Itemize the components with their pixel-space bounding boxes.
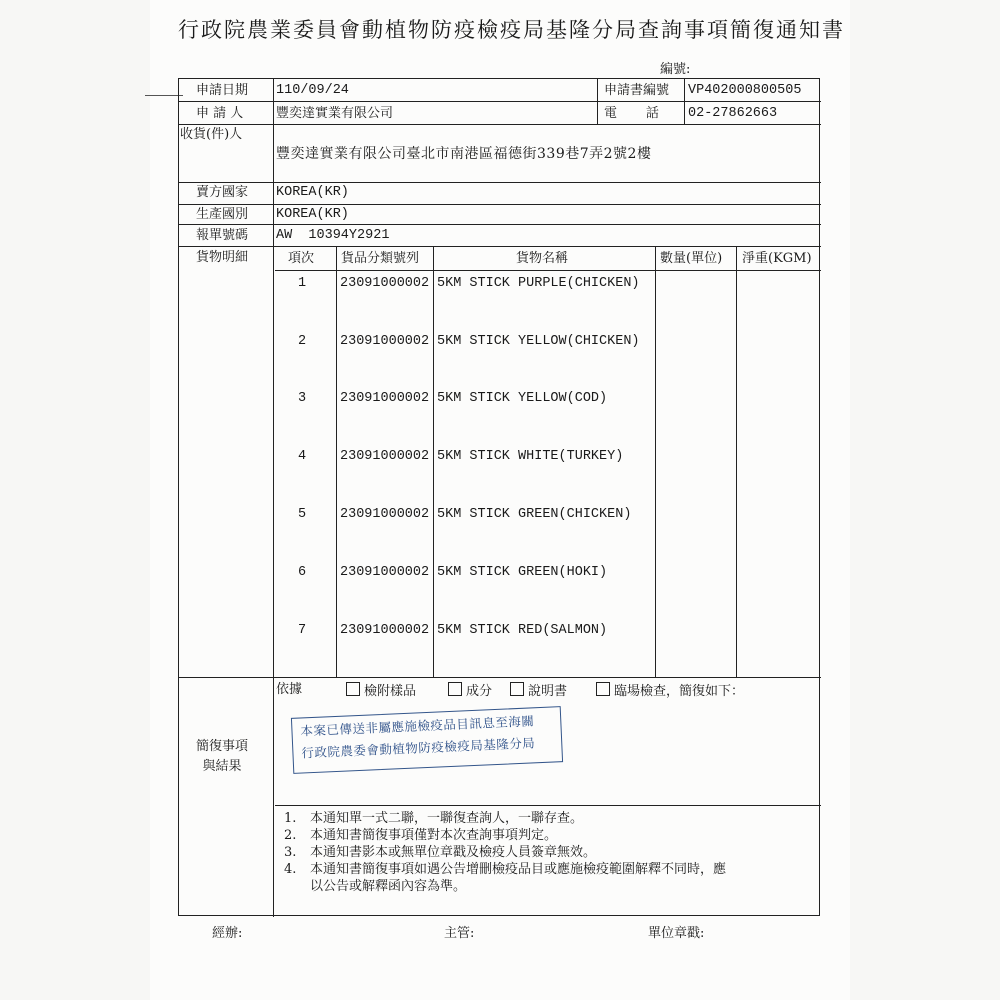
value-phone: 02-27862663 <box>688 106 778 121</box>
basis-label: 依據 <box>276 682 303 697</box>
rule <box>179 224 821 225</box>
label-declaration-no: 報單號碼 <box>196 228 249 243</box>
note-text: 本通知單一式二聯，一聯復查詢人，一聯存查。 <box>310 811 584 826</box>
note-text: 以公告或解釋函內容為準。 <box>310 879 467 894</box>
note-item <box>284 861 726 878</box>
rule <box>433 246 434 677</box>
note-item <box>284 827 726 844</box>
rule <box>179 246 821 247</box>
footer-handler: 經辦: <box>212 926 243 941</box>
note-text: 本通知書影本或無單位章戳及檢疫人員簽章無效。 <box>310 845 597 860</box>
value-apply-date: 110/09/24 <box>276 83 349 98</box>
goods-row-item: 6 <box>298 565 307 580</box>
goods-row-code: 23091000002 <box>340 623 430 638</box>
label-application-no: 申請書編號 <box>604 83 670 98</box>
footer-unit-seal: 單位章戳: <box>648 926 705 941</box>
value-seller-country: KOREA(KR) <box>276 185 349 200</box>
goods-row-item: 3 <box>298 391 307 406</box>
rule <box>736 246 737 677</box>
note-item <box>284 844 726 861</box>
rule <box>179 182 821 183</box>
basis-option-manual <box>510 682 567 700</box>
label-apply-date: 申請日期 <box>196 83 249 98</box>
goods-row-code: 23091000002 <box>340 449 430 464</box>
goods-row-code: 23091000002 <box>340 391 430 406</box>
checkbox-inspection[interactable] <box>596 682 610 696</box>
note-text: 本通知書簡復事項僅對本次查詢事項判定。 <box>310 828 558 843</box>
goods-row-code: 23091000002 <box>340 507 430 522</box>
notes-list <box>284 810 726 895</box>
goods-row-name: 5KM STICK YELLOW(COD) <box>437 391 608 406</box>
checkbox-manual[interactable] <box>510 682 524 696</box>
footer-supervisor: 主管: <box>444 926 475 941</box>
goods-header-code: 貨品分類號列 <box>341 251 420 266</box>
label-phone: 電 話 <box>604 106 659 121</box>
value-consignee: 豐奕達實業有限公司臺北市南港區福德街339巷7弄2號2樓 <box>276 146 652 162</box>
goods-header-name: 貨物名稱 <box>516 251 569 266</box>
stamp-line: 行政院農委會動植物防疫檢疫局基隆分局 <box>301 735 536 761</box>
goods-row-name: 5KM STICK WHITE(TURKEY) <box>437 449 624 464</box>
reply-stamp <box>291 706 563 774</box>
goods-row-item: 1 <box>298 276 307 291</box>
rule <box>684 79 685 124</box>
rule <box>179 124 821 125</box>
basis-option-inspection <box>596 682 744 700</box>
note-number: 3. <box>284 845 297 860</box>
basis-option-label: 成分 <box>466 684 493 699</box>
basis-option-label: 說明書 <box>528 684 568 699</box>
goods-row-item: 4 <box>298 449 307 464</box>
goods-row-name: 5KM STICK GREEN(CHICKEN) <box>437 507 632 522</box>
value-applicant: 豐奕達實業有限公司 <box>276 106 394 121</box>
basis-option-label: 檢附樣品 <box>364 684 417 699</box>
goods-row-name: 5KM STICK GREEN(HOKI) <box>437 565 608 580</box>
rule <box>275 270 821 271</box>
label-goods-detail: 貨物明細 <box>196 250 249 265</box>
note-item <box>284 878 726 895</box>
label-applicant: 申 請 人 <box>196 106 244 121</box>
basis-option-label: 臨場檢查，簡復如下： <box>614 684 745 699</box>
value-declaration-no: AW 10394Y2921 <box>276 228 390 243</box>
rule <box>179 101 821 102</box>
goods-row-code: 23091000002 <box>340 276 430 291</box>
goods-row-code: 23091000002 <box>340 565 430 580</box>
label-origin-country: 生產國別 <box>196 207 249 222</box>
goods-header-item: 項次 <box>288 251 315 266</box>
basis-option-sample <box>346 682 416 700</box>
rule <box>179 204 821 205</box>
goods-row-name: 5KM STICK RED(SALMON) <box>437 623 608 638</box>
rule <box>179 677 821 678</box>
goods-row-item: 2 <box>298 334 307 349</box>
form-frame <box>178 78 820 916</box>
note-number: 1. <box>284 811 297 826</box>
note-item <box>284 810 726 827</box>
goods-row-code: 23091000002 <box>340 334 430 349</box>
checkbox-sample[interactable] <box>346 682 360 696</box>
goods-row-name: 5KM STICK PURPLE(CHICKEN) <box>437 276 640 291</box>
note-number: 4. <box>284 862 297 877</box>
note-number: 2. <box>284 828 297 843</box>
label-seller-country: 賣方國家 <box>196 185 249 200</box>
basis-option-ingredient <box>448 682 492 700</box>
label-reply-result: 簡復事項 與結果 <box>196 739 249 774</box>
goods-header-qty: 數量(單位) <box>660 251 723 266</box>
label-consignee: 收貨(件)人 <box>180 127 243 142</box>
goods-row-item: 7 <box>298 623 307 638</box>
stamp-line: 本案已傳送非屬應施檢疫品目訊息至海關 <box>300 713 535 739</box>
rule <box>275 805 821 806</box>
checkbox-ingredient[interactable] <box>448 682 462 696</box>
document-title: 行政院農業委員會動植物防疫檢疫局基隆分局查詢事項簡復通知書 <box>178 18 845 42</box>
value-application-no: VP402000800505 <box>688 83 802 98</box>
goods-row-name: 5KM STICK YELLOW(CHICKEN) <box>437 334 640 349</box>
rule <box>336 246 337 677</box>
rule <box>655 246 656 677</box>
rule <box>597 79 598 124</box>
goods-row-item: 5 <box>298 507 307 522</box>
value-origin-country: KOREA(KR) <box>276 207 349 222</box>
note-text: 本通知書簡復事項如遇公告增刪檢疫品目或應施檢疫範圍解釋不同時，應 <box>310 862 727 877</box>
rule <box>273 79 274 917</box>
goods-header-weight: 淨重(KGM) <box>742 251 812 266</box>
document-number-label: 編號: <box>660 62 691 77</box>
